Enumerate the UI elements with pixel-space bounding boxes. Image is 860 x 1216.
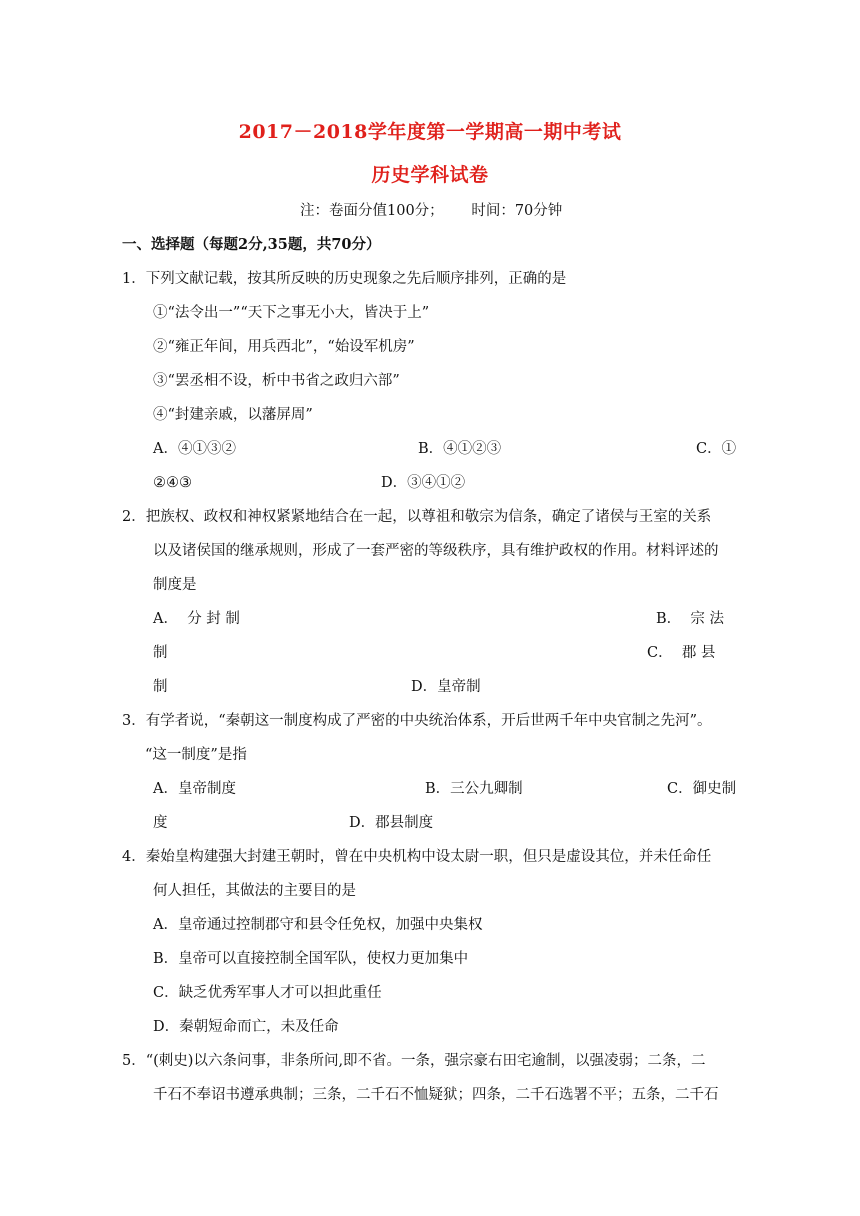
- exam-note: 注：卷面分值100分； 时间：70分钟: [300, 203, 563, 219]
- question-3-option-c: C．御史制: [667, 781, 737, 797]
- question-1-option-d: D．③④①②: [381, 475, 466, 491]
- question-2-stem-line-2: 以及诸侯国的继承规则，形成了一套严密的等级秩序，具有维护政权的作用。材料评述的: [153, 543, 719, 559]
- question-5-stem-line-1: 5．“(刺史)以六条问事，非条所问,即不省。一条，强宗豪右田宅逾制，以强凌弱；二条，二: [122, 1053, 706, 1069]
- question-2-option-b-continued: 制: [153, 645, 168, 661]
- question-1-item-3: ③“罢丞相不设，析中书省之政归六部”: [153, 373, 400, 389]
- question-4-option-a: A．皇帝通过控制郡守和县令任免权，加强中央集权: [153, 917, 483, 933]
- question-1-item-4: ④“封建亲戚，以藩屏周”: [153, 407, 313, 423]
- question-3-stem-line-1: 3．有学者说，“秦朝这一制度构成了严密的中央统治体系，开后世两千年中央官制之先河”。: [122, 713, 712, 729]
- question-3-option-a: A．皇帝制度: [153, 781, 236, 797]
- question-4-stem-line-2: 何人担任，其做法的主要目的是: [153, 883, 356, 899]
- question-2-option-d: D．皇帝制: [411, 679, 481, 695]
- question-3-option-b: B．三公九卿制: [425, 781, 523, 797]
- question-1-option-c: C．①: [696, 441, 737, 457]
- question-1-item-2: ②“雍正年间，用兵西北”，“始设军机房”: [153, 339, 415, 355]
- question-1-stem: 1．下列文献记载，按其所反映的历史现象之先后顺序排列，正确的是: [122, 271, 567, 287]
- exam-subtitle: 历史学科试卷: [371, 164, 489, 186]
- question-4-stem-line-1: 4．秦始皇构建强大封建王朝时，曾在中央机构中设太尉一职，但只是虚设其位，并未任命任: [122, 849, 712, 865]
- question-1-option-b: B．④①②③: [418, 441, 502, 457]
- section-heading: 一、选择题（每题2分,35题，共70分）: [122, 236, 381, 253]
- question-2-option-c-continued: 制: [153, 679, 168, 695]
- question-4-option-b: B．皇帝可以直接控制全国军队，使权力更加集中: [153, 951, 469, 967]
- exam-title: 2017－2018学年度第一学期高一期中考试: [238, 121, 622, 143]
- question-3-option-d: D．郡县制度: [349, 815, 434, 831]
- question-1-item-1: ①“法令出一”“天下之事无小大，皆决于上”: [153, 305, 430, 321]
- question-3-option-c-continued: 度: [153, 815, 168, 831]
- question-5-stem-line-2: 千石不奉诏书遵承典制；三条，二千石不恤疑狱；四条，二千石选署不平；五条，二千石: [153, 1087, 719, 1103]
- question-3-stem-line-2: “这一制度”是指: [145, 747, 247, 763]
- question-4-option-c: C．缺乏优秀军事人才可以担此重任: [153, 985, 382, 1001]
- question-2-option-c: C． 郡 县: [647, 645, 716, 661]
- question-4-option-d: D．秦朝短命而亡，未及任命: [153, 1019, 339, 1035]
- question-1-option-a: A．④①③②: [153, 441, 236, 457]
- question-2-stem-line-3: 制度是: [153, 577, 197, 593]
- question-2-option-a: A． 分 封 制: [153, 611, 240, 627]
- question-2-option-b: B． 宗 法: [656, 611, 724, 627]
- question-2-stem-line-1: 2．把族权、政权和神权紧紧地结合在一起，以尊祖和敬宗为信条，确定了诸侯与王室的关系: [122, 509, 712, 525]
- question-1-option-c-continued: ②④③: [153, 475, 192, 491]
